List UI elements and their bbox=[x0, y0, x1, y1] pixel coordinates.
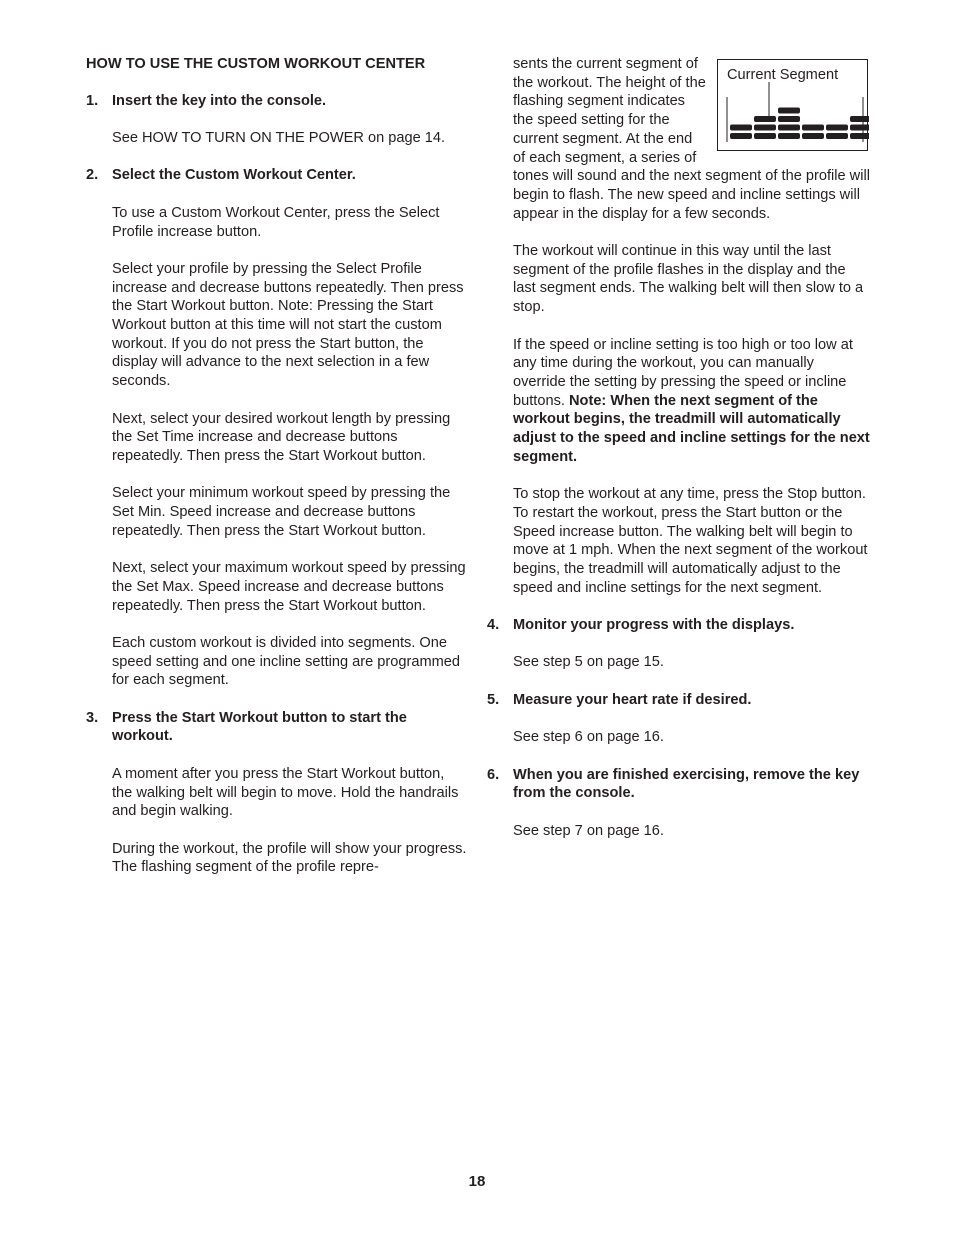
step-title: Insert the key into the console. bbox=[112, 92, 327, 109]
step-number: 4. bbox=[487, 617, 500, 634]
profile-segment-bar bbox=[802, 125, 824, 131]
step-number: 2. bbox=[86, 167, 99, 184]
step-paragraph: Next, select your maximum workout speed by pressing the Set Max. Speed increase and decrease buttons repeatedly. Then press the Start Workout button. bbox=[112, 560, 466, 614]
page-number: 18 bbox=[468, 1173, 486, 1190]
profile-segment-bar bbox=[754, 125, 776, 131]
step-paragraph: To use a Custom Workout Center, press the Select Profile increase button. bbox=[112, 204, 440, 240]
step-5 bbox=[487, 691, 870, 710]
step-paragraph: During the workout, the profile will show your progress. The flashing segment of the profile repre- bbox=[112, 840, 467, 876]
step-paragraph bbox=[487, 336, 870, 467]
step-title: Select the Custom Workout Center. bbox=[112, 167, 356, 184]
profile-segment-bar bbox=[778, 116, 800, 122]
profile-segment-bar bbox=[730, 125, 752, 131]
step-title: Measure your heart rate if desired. bbox=[513, 691, 752, 708]
step-paragraph: See step 6 on page 16. bbox=[513, 729, 664, 746]
step-paragraph: Each custom workout is divided into segments. One speed setting and one incline setting are programmed for each segment. bbox=[112, 634, 461, 689]
step-paragraph: Next, select your desired workout length by pressing the Set Time increase and decrease buttons repeatedly. Then press the Start Workout button. bbox=[112, 410, 451, 464]
profile-segment-bar bbox=[802, 133, 824, 139]
section-heading: HOW TO USE THE CUSTOM WORKOUT CENTER bbox=[86, 56, 426, 72]
profile-segment-bar bbox=[850, 125, 869, 131]
step-title: When you are finished exercising, remove the key from the console. bbox=[513, 766, 860, 802]
step-number: 3. bbox=[86, 709, 99, 726]
paragraph-note: Note: When the next segment of the workout begins, the treadmill will automatically adjust to the speed and incline settings for the next segment. bbox=[513, 392, 870, 465]
profile-segment-bar bbox=[850, 116, 869, 122]
profile-display bbox=[718, 60, 869, 152]
step-paragraph: See HOW TO TURN ON THE POWER on page 14. bbox=[112, 130, 446, 147]
figure-label: Current Segment bbox=[727, 67, 839, 83]
step-paragraph: The workout will continue in this way until the last segment of the profile flashes in the display and the last segment ends. The walking belt will then slow to a stop. bbox=[513, 243, 864, 316]
left-column bbox=[86, 55, 468, 896]
profile-segment-bar bbox=[826, 133, 848, 139]
step-paragraph: Select your minimum workout speed by pressing the Set Min. Speed increase and decrease buttons repeatedly. Then press the Start Workout button. bbox=[112, 485, 451, 539]
right-column bbox=[487, 55, 870, 859]
step-3 bbox=[86, 709, 468, 746]
step-number: 1. bbox=[86, 92, 99, 109]
continued-lead: sents the current segment of the workout. The height of the flashing segment indicates the speed setting for the current segment. At the end of each segment, a series of tones will sound and the next segment of the profile will begin to flash. The new speed and incline settings will appear in the display for a few seconds. bbox=[513, 56, 870, 222]
profile-segment-bar bbox=[754, 133, 776, 139]
step-title: Press the Start Workout button to start the workout. bbox=[112, 709, 407, 745]
continued-text bbox=[487, 55, 870, 223]
step-paragraph: See step 7 on page 16. bbox=[513, 822, 664, 839]
step-paragraph: A moment after you press the Start Workout button, the walking belt will begin to move. Hold the handrails and begin walking. bbox=[112, 765, 459, 820]
profile-segment-bar bbox=[850, 133, 869, 139]
profile-segment-bar bbox=[754, 116, 776, 122]
profile-segment-bar bbox=[778, 133, 800, 139]
profile-segment-bar bbox=[826, 125, 848, 131]
profile-segment-bar bbox=[778, 108, 800, 114]
step-number: 5. bbox=[487, 691, 500, 708]
profile-segment-bar bbox=[778, 125, 800, 131]
step-paragraph: To stop the workout at any time, press the Stop button. To restart the workout, press the Start button or the Speed increase button. The walking belt will begin to move at 1 mph. When the next segment of the workout begins, the treadmill will automatically adjust to the speed and incline settings for the next segment. bbox=[513, 486, 868, 596]
step-title: Monitor your progress with the displays. bbox=[513, 617, 795, 634]
step-number: 6. bbox=[487, 766, 500, 783]
current-segment-figure bbox=[717, 59, 868, 151]
step-paragraph: Select your profile by pressing the Select Profile increase and decrease buttons repeatedly. Then press the Start Workout button. Note: Pressing the Start Workout button at this time will not start the custom workout. If you do not press the Start button, the display will advance to the next selection in a few seconds. bbox=[112, 260, 464, 390]
paragraph-text: If the speed or incline setting is too high or too low at any time during the workout, you can manually override the setting by pressing the speed or incline buttons. bbox=[513, 336, 853, 409]
step-paragraph: See step 5 on page 15. bbox=[513, 654, 664, 671]
profile-segment-bar bbox=[730, 133, 752, 139]
step-6 bbox=[487, 766, 870, 803]
step-1 bbox=[86, 92, 468, 111]
step-2 bbox=[86, 166, 468, 185]
step-4 bbox=[487, 616, 870, 635]
